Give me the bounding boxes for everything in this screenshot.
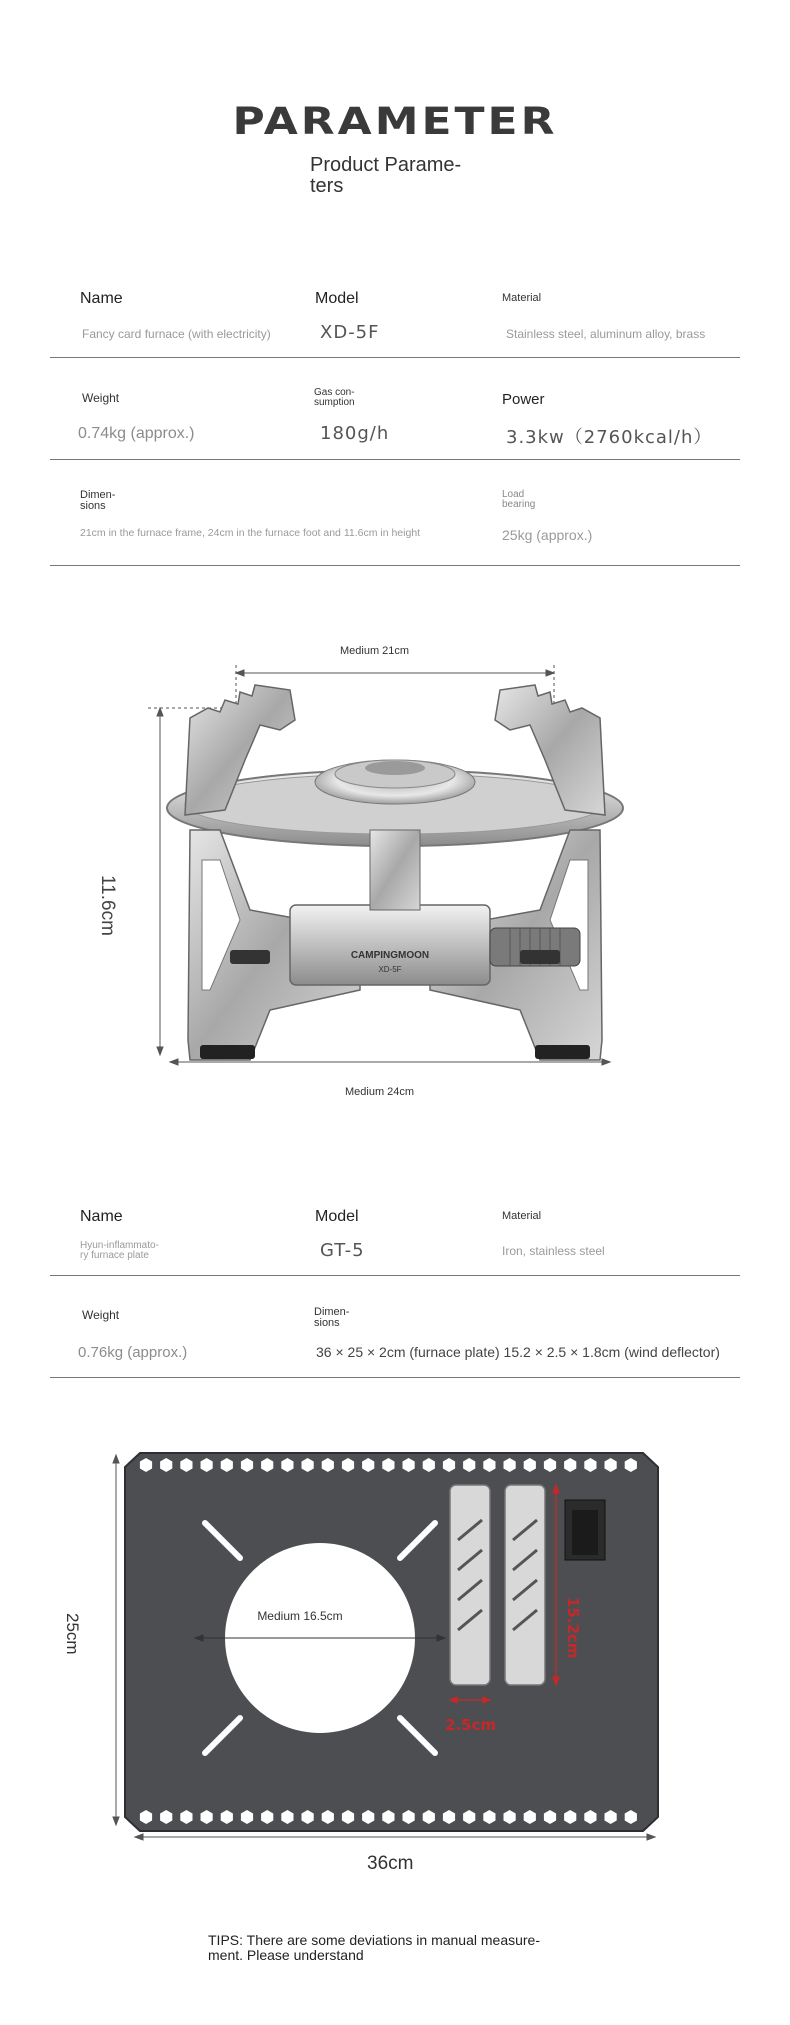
table-divider: [50, 1377, 740, 1378]
plate-model-label: Model: [315, 1208, 359, 1225]
load-bearing-value: 25kg (approx.): [502, 527, 593, 543]
table-divider: [50, 459, 740, 460]
material-value: Stainless steel, aluminum alloy, brass: [506, 327, 706, 341]
plate-name-value: Hyun-inflammato- ry furnace plate: [80, 1240, 159, 1261]
plate-height-label: 25cm: [63, 1613, 82, 1655]
gas-consumption-label: Gas con- sumption: [314, 387, 355, 408]
stove-width-bottom-label: Medium 24cm: [345, 1086, 415, 1098]
weight-value: 0.74kg (approx.): [78, 425, 195, 442]
plate-hole-label: Medium 16.5cm: [257, 1609, 343, 1623]
tips-note: TIPS: There are some deviations in manual measure- ment. Please understand: [208, 1932, 541, 1963]
dimensions-value: 21cm in the furnace frame, 24cm in the furnace foot and 11.6cm in height: [80, 527, 421, 539]
stove-width-top-label: Medium 21cm: [340, 645, 410, 657]
page-title: PARAMETER: [232, 99, 558, 144]
page-subtitle: Product Parame- ters: [310, 154, 462, 197]
plate-name-label: Name: [80, 1208, 123, 1225]
plate-weight-label: Weight: [82, 1308, 120, 1322]
table-divider: [50, 357, 740, 358]
name-value: Fancy card furnace (with electricity): [82, 327, 271, 341]
power-label: Power: [502, 391, 545, 408]
deflector-length-label: 15.2cm: [564, 1597, 582, 1659]
stove-height-label: 11.6cm: [97, 875, 118, 936]
plate-illustration: [110, 1445, 670, 1845]
load-bearing-label: Load bearing: [502, 489, 536, 510]
plate-material-value: Iron, stainless steel: [502, 1244, 605, 1258]
material-label: Material: [502, 292, 542, 304]
plate-weight-value: 0.76kg (approx.): [78, 1344, 188, 1361]
deflector-width-label: 2.5cm: [445, 1716, 497, 1734]
plate-model-value: GT-5: [320, 1240, 365, 1261]
model-label: Model: [315, 290, 359, 307]
power-value: 3.3kw（2760kcal/h）: [506, 427, 713, 448]
name-label: Name: [80, 290, 123, 307]
plate-dimensions-label: Dimen- sions: [314, 1306, 350, 1329]
weight-label: Weight: [82, 391, 120, 405]
stove-brand-text: CAMPINGMOON: [350, 950, 430, 961]
plate-width-label: 36cm: [367, 1853, 414, 1874]
stove-illustration: [130, 660, 630, 1080]
table-divider: [50, 1275, 740, 1276]
dimensions-label: Dimen- sions: [80, 489, 116, 512]
plate-dimensions-value: 36 × 25 × 2cm (furnace plate) 15.2 × 2.5 × 1.8cm (wind deflector): [316, 1344, 720, 1360]
gas-consumption-value: 180g/h: [320, 423, 390, 444]
model-value: XD-5F: [320, 322, 380, 343]
plate-material-label: Material: [502, 1210, 542, 1222]
stove-model-text: XD-5F: [378, 965, 402, 974]
table-divider: [50, 565, 740, 566]
